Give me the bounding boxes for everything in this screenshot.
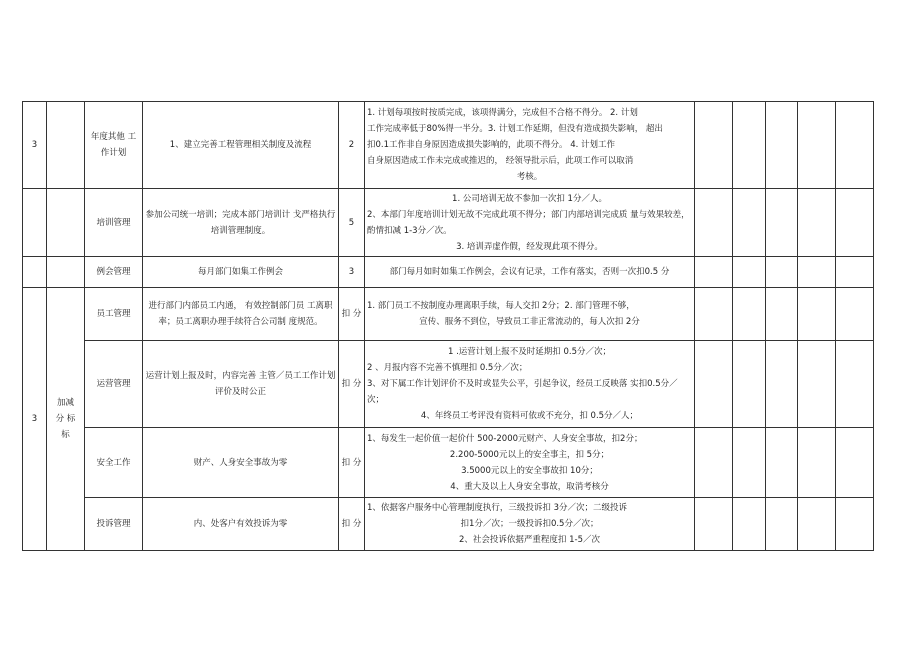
empty-cell — [798, 288, 836, 341]
empty-cell — [766, 288, 798, 341]
score-cell: 扣 分 — [339, 288, 365, 341]
empty-cell — [47, 189, 85, 257]
table-row — [23, 257, 874, 288]
rules-cell — [365, 498, 695, 551]
table-row — [23, 498, 874, 551]
empty-cell — [836, 288, 874, 341]
rule-line: 2.200-5000元以上的安全事主，扣 5分； — [449, 449, 610, 460]
rule-line: 1、依据客户服务中心管理制度执行，三级投诉扣 3分／次；二级投诉 — [367, 503, 628, 513]
empty-cell — [836, 189, 874, 257]
rule-line: 考核。 — [516, 172, 543, 182]
empty-cell — [733, 341, 766, 428]
empty-cell — [766, 189, 798, 257]
standard-cell: 参加公司统一培训；完成本部门培训计 戈严格执行培训管理制度。 — [143, 189, 339, 257]
score-cell: 扣 分 — [339, 341, 365, 428]
empty-cell — [695, 102, 733, 189]
item-cell: 例会管理 — [85, 257, 143, 288]
empty-cell — [695, 428, 733, 498]
empty-cell — [836, 428, 874, 498]
rule-line: 2 、月报内容不完善不慎理扣 0.5分／次； — [367, 363, 528, 373]
empty-cell — [766, 257, 798, 288]
standard-cell: 运营计划上报及时，内容完善 主管／员工工作计划评价及时公正 — [143, 341, 339, 428]
rules-cell — [365, 288, 695, 341]
empty-cell — [733, 428, 766, 498]
empty-cell — [798, 428, 836, 498]
score-cell: 扣 分 — [339, 498, 365, 551]
rules-cell — [365, 189, 695, 257]
row-index: 3 — [23, 288, 47, 551]
rule-line: 3.5000元以上的安全事故扣 10分； — [461, 465, 598, 476]
empty-cell — [733, 257, 766, 288]
empty-cell — [766, 341, 798, 428]
empty-cell — [733, 102, 766, 189]
empty-cell — [766, 428, 798, 498]
rule-line: 工作完成率低于80%得一半分。3. 计划工作延期，但没有造成损失影响， 超出 — [367, 124, 663, 134]
empty-cell — [733, 498, 766, 551]
empty-cell — [836, 498, 874, 551]
rule-line: 自身原因造成工作未完成或推迟的， 经领导批示后，此项工作可以取消 — [367, 156, 634, 166]
empty-cell — [695, 341, 733, 428]
empty-cell — [798, 102, 836, 189]
standard-cell: 每月部门如集工作例会 — [143, 257, 339, 288]
empty-cell — [695, 257, 733, 288]
empty-cell — [695, 288, 733, 341]
table-row — [23, 288, 874, 341]
rules-cell — [365, 428, 695, 498]
item-cell: 年度其他 工作计划 — [85, 102, 143, 189]
rules-cell — [365, 102, 695, 189]
empty-cell — [766, 102, 798, 189]
standard-cell: 财产、人身安全事故为零 — [143, 428, 339, 498]
category-label: 加减 分 标 标 — [55, 398, 76, 440]
empty-cell — [836, 257, 874, 288]
table-row — [23, 428, 874, 498]
empty-cell — [798, 257, 836, 288]
category-cell — [47, 288, 85, 551]
rule-line: 1 .运营计划上报不及时延期扣 0.5分／次； — [447, 347, 612, 357]
empty-cell — [836, 341, 874, 428]
item-cell: 投诉管理 — [85, 498, 143, 551]
empty-cell — [23, 257, 47, 288]
item-cell: 培训管理 — [85, 189, 143, 257]
empty-cell — [733, 189, 766, 257]
rule-line: 4、年终员工考评没有资料可依或不充分，扣 0.5分／人； — [420, 411, 639, 421]
standard-cell: 内、处客户有效投诉为零 — [143, 498, 339, 551]
rule-line: 扣1分／次；一级投诉扣0.5分／次； — [460, 519, 599, 529]
rule-line: 4、重大及以上人身安全事故，取消考核分 — [450, 481, 609, 492]
rule-line: 扣0.1工作非自身原因造成损失影响的，此项不得分。 4. 计划工作 — [367, 140, 616, 150]
empty-cell — [695, 498, 733, 551]
score-cell: 5 — [339, 189, 365, 257]
empty-cell — [798, 341, 836, 428]
table-row — [23, 102, 874, 189]
rule-line: 3. 培训弄虚作假，经发现此项不得分。 — [456, 241, 603, 252]
standard-cell: 1、建立完善工程管理相关制度及流程 — [143, 102, 339, 189]
rule-line: 1. 计划每项按时按质完成，该项得满分，完成但不合格不得分。 2. 计划 — [367, 108, 638, 118]
table-row — [23, 189, 874, 257]
score-cell: 2 — [339, 102, 365, 189]
rule-line: 宣传、服务不到位，导致员工非正常流动的，每人次扣 2分 — [419, 317, 640, 327]
rules-cell — [365, 341, 695, 428]
rules-cell: 部门每月如时如集工作例会，会议有记录，工作有落实，否则一次扣0.5 分 — [365, 257, 695, 288]
rule-line: 2、社会投诉依据严重程度扣 1-5／次 — [459, 535, 600, 545]
item-cell: 安全工作 — [85, 428, 143, 498]
empty-cell — [47, 257, 85, 288]
category-cell — [47, 102, 85, 189]
item-cell: 运营管理 — [85, 341, 143, 428]
score-cell: 扣 分 — [339, 428, 365, 498]
rule-line: 3、对下属工作计划评价不及时或显失公平，引起争议，经员工反映落 实扣0.5分／次； — [367, 379, 678, 405]
empty-cell — [798, 189, 836, 257]
empty-cell — [766, 498, 798, 551]
empty-cell — [836, 102, 874, 189]
evaluation-table — [22, 101, 874, 551]
item-cell: 员工管理 — [85, 288, 143, 341]
rule-line: 1. 部门员工不按制度办理离职手续，每人交扣 2分；2. 部门管理不够， — [367, 301, 635, 311]
score-cell: 3 — [339, 257, 365, 288]
rule-line: 1. 公司培训无故不参加一次扣 1分／人。 — [452, 193, 607, 204]
empty-cell — [798, 498, 836, 551]
empty-cell — [733, 288, 766, 341]
standard-cell: 进行部门内部员工内通， 有效控制部门员 工离职率；员工离职办理手续符合公司制 度规范。 — [143, 288, 339, 341]
empty-cell — [695, 189, 733, 257]
rule-line: 2、本部门年度培训计划无故不完成此项不得分；部门内部培训完成质 量与效果较差，酌情扣减 1-3分／次。 — [367, 209, 690, 236]
empty-cell — [23, 189, 47, 257]
rule-line: 1、每发生一起价值一起价什 500-2000元财产、人身安全事故，扣2分； — [367, 433, 643, 444]
table-row — [23, 341, 874, 428]
row-index: 3 — [23, 102, 47, 189]
